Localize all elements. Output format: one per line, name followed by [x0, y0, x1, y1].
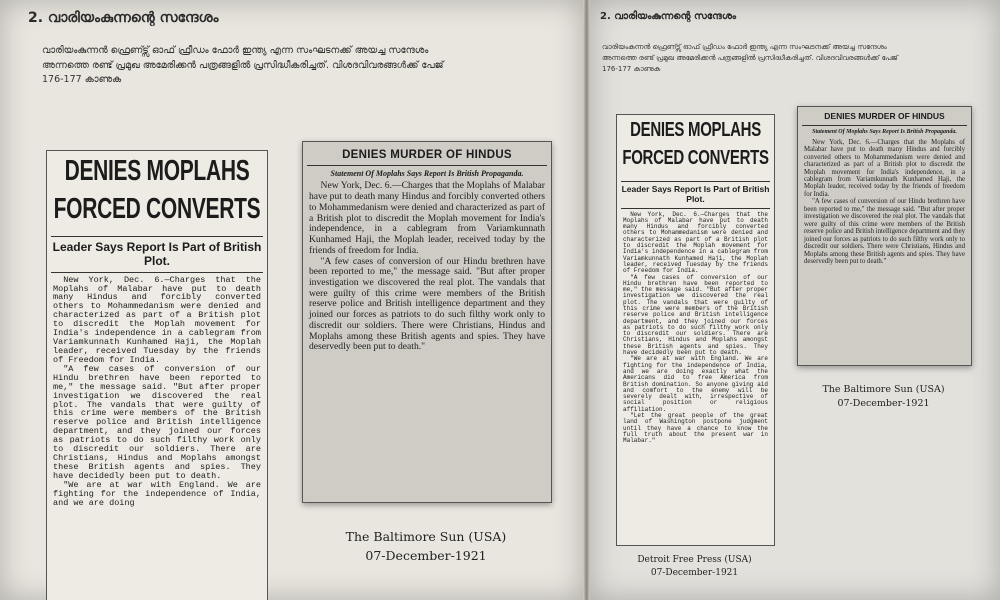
clipping-kicker: Statement Of Moplahs Says Report Is British Propaganda.: [812, 128, 957, 135]
clipping-paragraph: "Let the great people of the great land of Washington postpone judgment until they have a chance to know the full truth about the present war in Malabar.": [623, 412, 768, 445]
right-book-page: [590, 0, 1000, 600]
book-gutter: [583, 0, 590, 600]
intro-line: 176-177 കാണുക: [42, 74, 122, 86]
clipping-headline: DENIES MURDER OF HINDUS: [824, 111, 945, 121]
caption-date: 07-December-1921: [837, 398, 930, 410]
newspaper-clipping-denies-murder: [797, 106, 972, 366]
clipping-headline: FORCED CONVERTS: [53, 193, 261, 225]
clipping-subhead: Leader Says Report Is Part of British Plot.: [621, 184, 770, 204]
clipping-paragraph: "A few cases of conversion of our Hindu brethren have been reported to me," the message said. "But after proper investigation we discovered the real plot. The vandals that were guilty of this crime were members of the British reserve police and British intelligence department, and they joined our forces as patriots to do such filthy work only to discredit our soldiers. There are Christians, Hindus and Moplahs amongst these British agents and spies. They have decidedly been put to death.: [623, 273, 768, 357]
caption-date: 07-December-1921: [650, 568, 739, 579]
caption-date: 07-December-1921: [365, 547, 487, 563]
clipping-paragraph: "We are at war with England. We are fighting for the independence of India, and we are doing exactly what the Americans did to free America from British domination. So anyone giving aid and comfort to the enemy will be severely dealt with, irrespective of social position or religious affiliation.: [623, 355, 768, 413]
clipping-paragraph: New York, Dec. 6.—Charges that the Moplahs of Malabar have put to death many Hindus and forcibly converted others to Mohammedanism were denied and characterized as part of a British plot to discredit the Moplah movement for India's independence in a cablegram from Variamkunnath Kunhamed Haji, the Moplah leader, received Tuesday by the friends of Freedom for India.: [623, 210, 768, 275]
divider: [802, 125, 967, 126]
clipping-headline: DENIES MOPLAHS: [630, 118, 761, 142]
newspaper-clipping-denies-moplahs: [616, 114, 775, 546]
clipping-paragraph: "A few cases of conversion of our Hindu brethren have been reported to me," the message said. "But after proper investigation we discovered the real plot. The vandals that were guilty of this crime were members of the British reserve police and British intelligence department and they joined our forces as patriots to do such filthy work only to discredit our soldiers. There were Christians, Hindus and Moplahs among these British agents and spies. They have deservedly been put to death.": [804, 198, 965, 266]
clipping-subhead: Leader Says Report Is Part of British Plot.: [52, 240, 262, 268]
intro-paragraph: [42, 44, 443, 88]
caption-publication: The Baltimore Sun (USA): [345, 529, 507, 544]
intro-line: അന്നത്തെ രണ്ട് പ്രമുഖ അമേരിക്കൻ പത്രങ്ങളിൽ പ്രസിദ്ധീകരിച്ചത്. വിശദവിവരങ്ങൾക്ക് പേജ്: [42, 59, 444, 71]
clipping-body: [804, 139, 965, 266]
clipping-headline: DENIES MOPLAHS: [64, 155, 250, 187]
divider: [51, 272, 263, 273]
divider: [51, 236, 263, 237]
clipping-paragraph: "A few cases of conversion of our Hindu brethren have been reported to me," the message said. "But after proper investigation we discovered the real plot. The vandals that were guilty of this crime were members of the British reserve police and British intelligence department, and they joined our forces as patriots to do such filthy work only to discredit our soldiers. There are Christians, Hindus and Moplahs amongst these British agents and spies. They have decidedly been put to death.: [53, 363, 261, 481]
divider: [621, 208, 770, 209]
clipping-paragraph: New York, Dec. 6.—Charges that the Moplahs of Malabar have put to death many Hindus and forcibly converted others to Mohammedanism were denied and characterized as part of a British plot to discredit the Moplah movement for India's independence, in a cablegram from Variamkunnath Kunhamed Haji, the Moplah leader, received today by the friends of freedom for India.: [309, 180, 546, 256]
caption-publication: Detroit Free Press (USA): [637, 555, 752, 565]
clipping-caption: [797, 383, 970, 412]
clipping-caption: [302, 528, 550, 566]
newspaper-clipping-denies-murder: [302, 141, 552, 503]
clipping-kicker: Statement Of Moplahs Says Report Is British Propaganda.: [330, 169, 524, 179]
clipping-headline: FORCED CONVERTS: [622, 146, 769, 170]
intro-paragraph: [602, 42, 898, 75]
chapter-title: 2. വാരിയംകുന്നന്റെ സന്ദേശം: [28, 10, 219, 26]
clipping-paragraph: New York, Dec. 6.—Charges that the Moplahs of Malabar have put to death many Hindus and forcibly converted others to Mohammedanism were denied and characterized as part of a British plot to discredit the Moplah movement for India's independence, in a cablegram from Variamkunnath Kunhamed Haji, the Moplah leader, received today by the friends of freedom for India.: [804, 138, 965, 198]
clipping-body: [309, 181, 545, 353]
intro-line: 176-177 കാണുക: [602, 64, 661, 73]
clipping-paragraph: "We are at war with England. We are fighting for the independence of India, and we are doing: [53, 479, 261, 508]
clipping-body: [623, 212, 768, 445]
divider: [621, 181, 770, 182]
intro-line: വാരിയംകുന്നൻ ഫ്രെണ്ട്സ് ഓഫ് ഫ്രീഡം ഫോർ ഇന്ത്യ എന്ന സംഘടനക്ക് അയച്ച സന്ദേശം: [42, 45, 429, 56]
clipping-caption: [616, 554, 773, 580]
intro-line: അന്നത്തെ രണ്ട് പ്രമുഖ അമേരിക്കൻ പത്രങ്ങളിൽ പ്രസിദ്ധീകരിച്ചത്. വിശദവിവരങ്ങൾക്ക് പേജ്: [602, 53, 898, 62]
clipping-headline: DENIES MURDER OF HINDUS: [342, 149, 512, 161]
chapter-title: 2. വാരിയംകുന്നന്റെ സന്ദേശം: [600, 11, 737, 22]
divider: [307, 165, 547, 166]
clipping-body: [53, 276, 261, 508]
caption-publication: The Baltimore Sun (USA): [822, 384, 945, 395]
newspaper-clipping-denies-moplahs: [46, 150, 268, 600]
clipping-paragraph: New York, Dec. 6.—Charges that the Moplahs of Malabar have put to death many Hindus and forcibly converted others to Mohammedanism were denied and characterized as part of a British plot to discredit the Moplah movement for India's independence in a cablegram from Variamkunnath Kunhamed Haji, the Moplah leader, received Tuesday by the friends of Freedom for India.: [53, 274, 261, 365]
clipping-paragraph: "A few cases of conversion of our Hindu brethren have been reported to me," the message said. "But after proper investigation we discovered the real plot. The vandals that were guilty of this crime were members of the British reserve police and British intelligence department and they joined our forces as patriots to do such filthy work only to discredit our soldiers. There were Christians, Hindus and Moplahs among these British agents and spies. They have deservedly been put to death.": [309, 255, 545, 353]
intro-line: വാരിയംകുന്നൻ ഫ്രെണ്ട്സ് ഓഫ് ഫ്രീഡം ഫോർ ഇന്ത്യ എന്ന സംഘടനക്ക് അയച്ച സന്ദേശം: [602, 43, 887, 51]
